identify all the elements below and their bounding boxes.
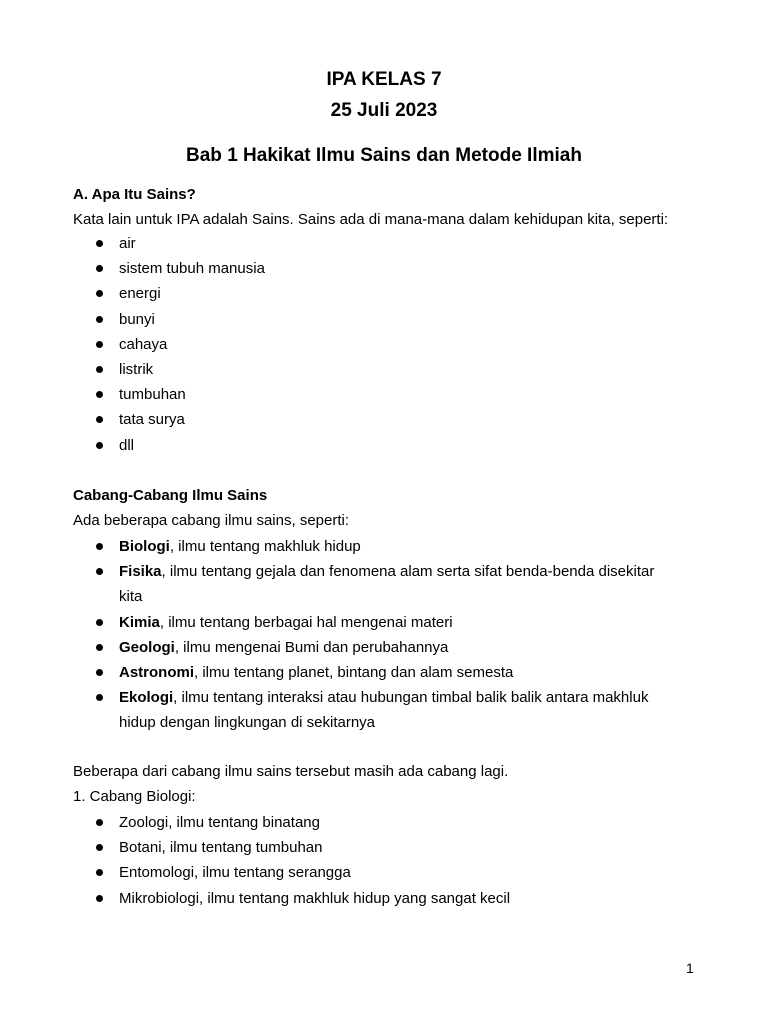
list-item <box>0 810 679 835</box>
list-item <box>0 534 679 559</box>
branches-intro: Ada beberapa cabang ilmu sains, seperti: <box>73 512 350 529</box>
list-item <box>0 281 679 306</box>
list-item-text: energi <box>119 285 161 303</box>
branch-description: , ilmu tentang gejala dan fenomena alam serta sifat benda-benda disekitar kita <box>119 563 655 606</box>
document-title: IPA KELAS 7 <box>326 69 442 90</box>
section-a-intro: Kata lain untuk IPA adalah Sains. Sains ada di mana-mana dalam kehidupan kita, seperti: <box>73 211 669 228</box>
chapter-heading: Bab 1 Hakikat Ilmu Sains dan Metode Ilmiah <box>186 145 582 166</box>
branches-heading: Cabang-Cabang Ilmu Sains <box>73 487 268 504</box>
bullet-icon <box>96 895 103 902</box>
branch-description: , ilmu tentang makhluk hidup <box>169 538 361 555</box>
branch-description: , ilmu tentang berbagai hal mengenai materi <box>159 613 453 631</box>
list-item-text: sistem tubuh manusia <box>119 260 265 278</box>
list-item <box>0 610 679 635</box>
sub-branches-intro: Beberapa dari cabang ilmu sains tersebut masih ada cabang lagi. <box>73 763 509 780</box>
list-item <box>0 433 679 458</box>
list-item-text: tumbuhan <box>119 386 186 404</box>
bullet-icon <box>96 568 103 575</box>
list-item <box>0 860 679 885</box>
list-item <box>0 357 679 382</box>
branch-term: Biologi <box>119 538 170 555</box>
science-examples-list <box>0 231 679 458</box>
branch-term: Geologi <box>119 638 175 656</box>
list-item-text: Entomologi, ilmu tentang serangga <box>119 864 351 882</box>
list-item-text: Botani, ilmu tentang tumbuhan <box>119 839 323 857</box>
bullet-icon <box>96 442 103 449</box>
branch-term: Astronomi <box>119 664 194 682</box>
branches-list <box>0 534 679 736</box>
list-item <box>0 332 679 357</box>
list-item-text: listrik <box>119 361 154 379</box>
list-item <box>0 382 679 407</box>
bullet-icon <box>96 341 103 348</box>
bullet-icon <box>96 366 103 373</box>
bullet-icon <box>96 644 103 651</box>
branch-term: Fisika <box>119 563 162 581</box>
bullet-icon <box>96 391 103 398</box>
list-item-text: tata surya <box>119 411 185 429</box>
list-item-text: air <box>119 235 136 252</box>
bullet-icon <box>96 265 103 272</box>
bullet-icon <box>96 543 103 550</box>
list-item <box>0 307 679 332</box>
list-item <box>0 256 679 281</box>
list-item <box>0 835 679 860</box>
page-number: 1 <box>686 960 694 976</box>
bullet-icon <box>96 819 103 826</box>
list-item-text: dll <box>119 436 135 454</box>
list-item-text: Mikrobiologi, ilmu tentang makhluk hidup yang sangat kecil <box>119 889 511 907</box>
list-item-text: bunyi <box>119 310 155 328</box>
bullet-icon <box>96 240 103 247</box>
bullet-icon <box>96 694 103 701</box>
section-a-heading: A. Apa Itu Sains? <box>73 186 196 203</box>
branch-description: , ilmu tentang planet, bintang dan alam semesta <box>194 664 514 682</box>
list-item <box>0 660 679 685</box>
biology-branch-heading: 1. Cabang Biologi: <box>73 788 196 805</box>
list-item <box>0 231 679 256</box>
bullet-icon <box>96 316 103 323</box>
biology-branches-list <box>0 810 679 911</box>
branch-description: , ilmu mengenai Bumi dan perubahannya <box>174 638 449 656</box>
bullet-icon <box>96 844 103 851</box>
list-item <box>0 685 679 735</box>
branch-description: , ilmu tentang interaksi atau hubungan timbal balik balik antara makhluk hidup dengan lingkungan di sekitarnya <box>119 689 649 732</box>
list-item <box>0 886 679 911</box>
list-item <box>0 559 679 609</box>
list-item <box>0 635 679 660</box>
bullet-icon <box>96 290 103 297</box>
list-item-text: cahaya <box>119 335 168 353</box>
list-item-text: Zoologi, ilmu tentang binatang <box>119 814 320 831</box>
bullet-icon <box>96 669 103 676</box>
branch-term: Ekologi <box>119 689 174 707</box>
list-item <box>0 407 679 432</box>
bullet-icon <box>96 869 103 876</box>
document-date: 25 Juli 2023 <box>330 100 438 121</box>
branch-term: Kimia <box>119 613 160 631</box>
bullet-icon <box>96 619 103 626</box>
bullet-icon <box>96 416 103 423</box>
